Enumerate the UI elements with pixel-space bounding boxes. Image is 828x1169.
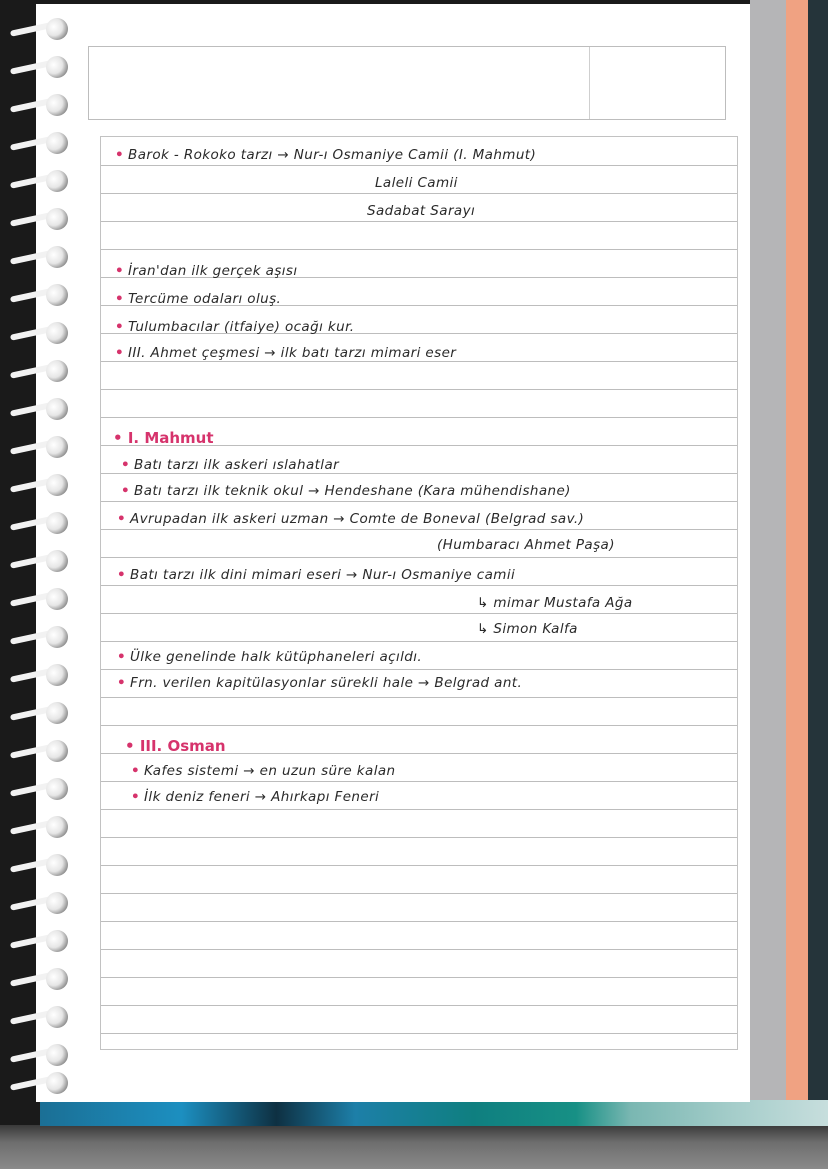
note-line: ↳ Simon Kalfa (477, 621, 578, 637)
rule (101, 865, 737, 866)
spiral-coil (2, 816, 74, 838)
rule (101, 837, 737, 838)
note-line: • Frn. verilen kapitülasyonlar sürekli hale → Belgrad ant. (117, 675, 523, 691)
rule (101, 389, 737, 390)
rule (101, 249, 737, 250)
note-line: • Batı tarzı ilk askeri ıslahatlar (121, 457, 340, 473)
spiral-coil (2, 1044, 74, 1066)
rule (101, 221, 737, 222)
spiral-coil (2, 398, 74, 420)
rule (101, 893, 737, 894)
note-line: • Barok - Rokoko tarzı → Nur-ı Osmaniye Camii (I. Mahmut) (115, 147, 537, 163)
rule (101, 473, 737, 474)
spiral-coil (2, 626, 74, 648)
page-stack-edge (750, 0, 786, 1100)
rule (101, 417, 737, 418)
rule (101, 193, 737, 194)
rule (101, 557, 737, 558)
rule (101, 529, 737, 530)
rule (101, 725, 737, 726)
notebook-cover-edge (40, 1100, 828, 1126)
spiral-coil (2, 132, 74, 154)
rule (101, 697, 737, 698)
note-line: • İlk deniz feneri → Ahırkapı Feneri (131, 789, 380, 805)
spiral-coil (2, 512, 74, 534)
section-heading: • III. Osman (125, 737, 226, 755)
spiral-coil (2, 18, 74, 40)
note-line: • Kafes sistemi → en uzun süre kalan (131, 763, 396, 779)
rule (101, 641, 737, 642)
header-divider (589, 47, 590, 119)
rule (101, 613, 737, 614)
background-edge (808, 0, 828, 1100)
note-line: Sadabat Sarayı (367, 203, 476, 219)
spiral-coil (2, 588, 74, 610)
header-box (88, 46, 726, 120)
rule (101, 1033, 737, 1034)
spiral-coil (2, 284, 74, 306)
rule (101, 809, 737, 810)
notebook-back-cover (786, 0, 810, 1100)
spiral-coil (2, 1006, 74, 1028)
spiral-coil (2, 1072, 74, 1094)
spiral-coil (2, 208, 74, 230)
note-line: Laleli Camii (375, 175, 458, 191)
rule (101, 585, 737, 586)
rule (101, 361, 737, 362)
note-line: • Batı tarzı ilk teknik okul → Hendeshane (Kara mühendishane) (121, 483, 571, 499)
section-heading: • I. Mahmut (113, 429, 214, 447)
spiral-coil (2, 170, 74, 192)
rule (101, 165, 737, 166)
spiral-coil (2, 968, 74, 990)
lined-area (100, 136, 738, 1050)
note-line: • III. Ahmet çeşmesi → ilk batı tarzı mimari eser (115, 345, 457, 361)
rule (101, 781, 737, 782)
rule (101, 949, 737, 950)
note-line: • İran'dan ilk gerçek aşısı (115, 263, 298, 279)
spiral-coil (2, 360, 74, 382)
desk-shadow (0, 1125, 828, 1169)
spiral-coil (2, 94, 74, 116)
note-line: • Avrupadan ilk askeri uzman → Comte de Boneval (Belgrad sav.) (117, 511, 585, 527)
rule (101, 501, 737, 502)
spiral-coil (2, 892, 74, 914)
rule (101, 921, 737, 922)
spiral-coil (2, 550, 74, 572)
spiral-coil (2, 854, 74, 876)
rule (101, 669, 737, 670)
note-line: (Humbaracı Ahmet Paşa) (437, 537, 615, 553)
spiral-coil (2, 702, 74, 724)
notebook-page (36, 4, 750, 1102)
rule (101, 977, 737, 978)
note-line: • Batı tarzı ilk dini mimari eseri → Nur-ı Osmaniye camii (117, 567, 516, 583)
note-line: • Tulumbacılar (itfaiye) ocağı kur. (115, 319, 355, 335)
spiral-coil (2, 322, 74, 344)
spiral-coil (2, 246, 74, 268)
rule (101, 1005, 737, 1006)
note-line: ↳ mimar Mustafa Ağa (477, 595, 633, 611)
spiral-coil (2, 740, 74, 762)
spiral-coil (2, 474, 74, 496)
spiral-coil (2, 436, 74, 458)
spiral-coil (2, 56, 74, 78)
spiral-coil (2, 778, 74, 800)
note-line: • Tercüme odaları oluş. (115, 291, 282, 307)
note-line: • Ülke genelinde halk kütüphaneleri açıldı. (117, 649, 423, 665)
spiral-coil (2, 664, 74, 686)
spiral-coil (2, 930, 74, 952)
